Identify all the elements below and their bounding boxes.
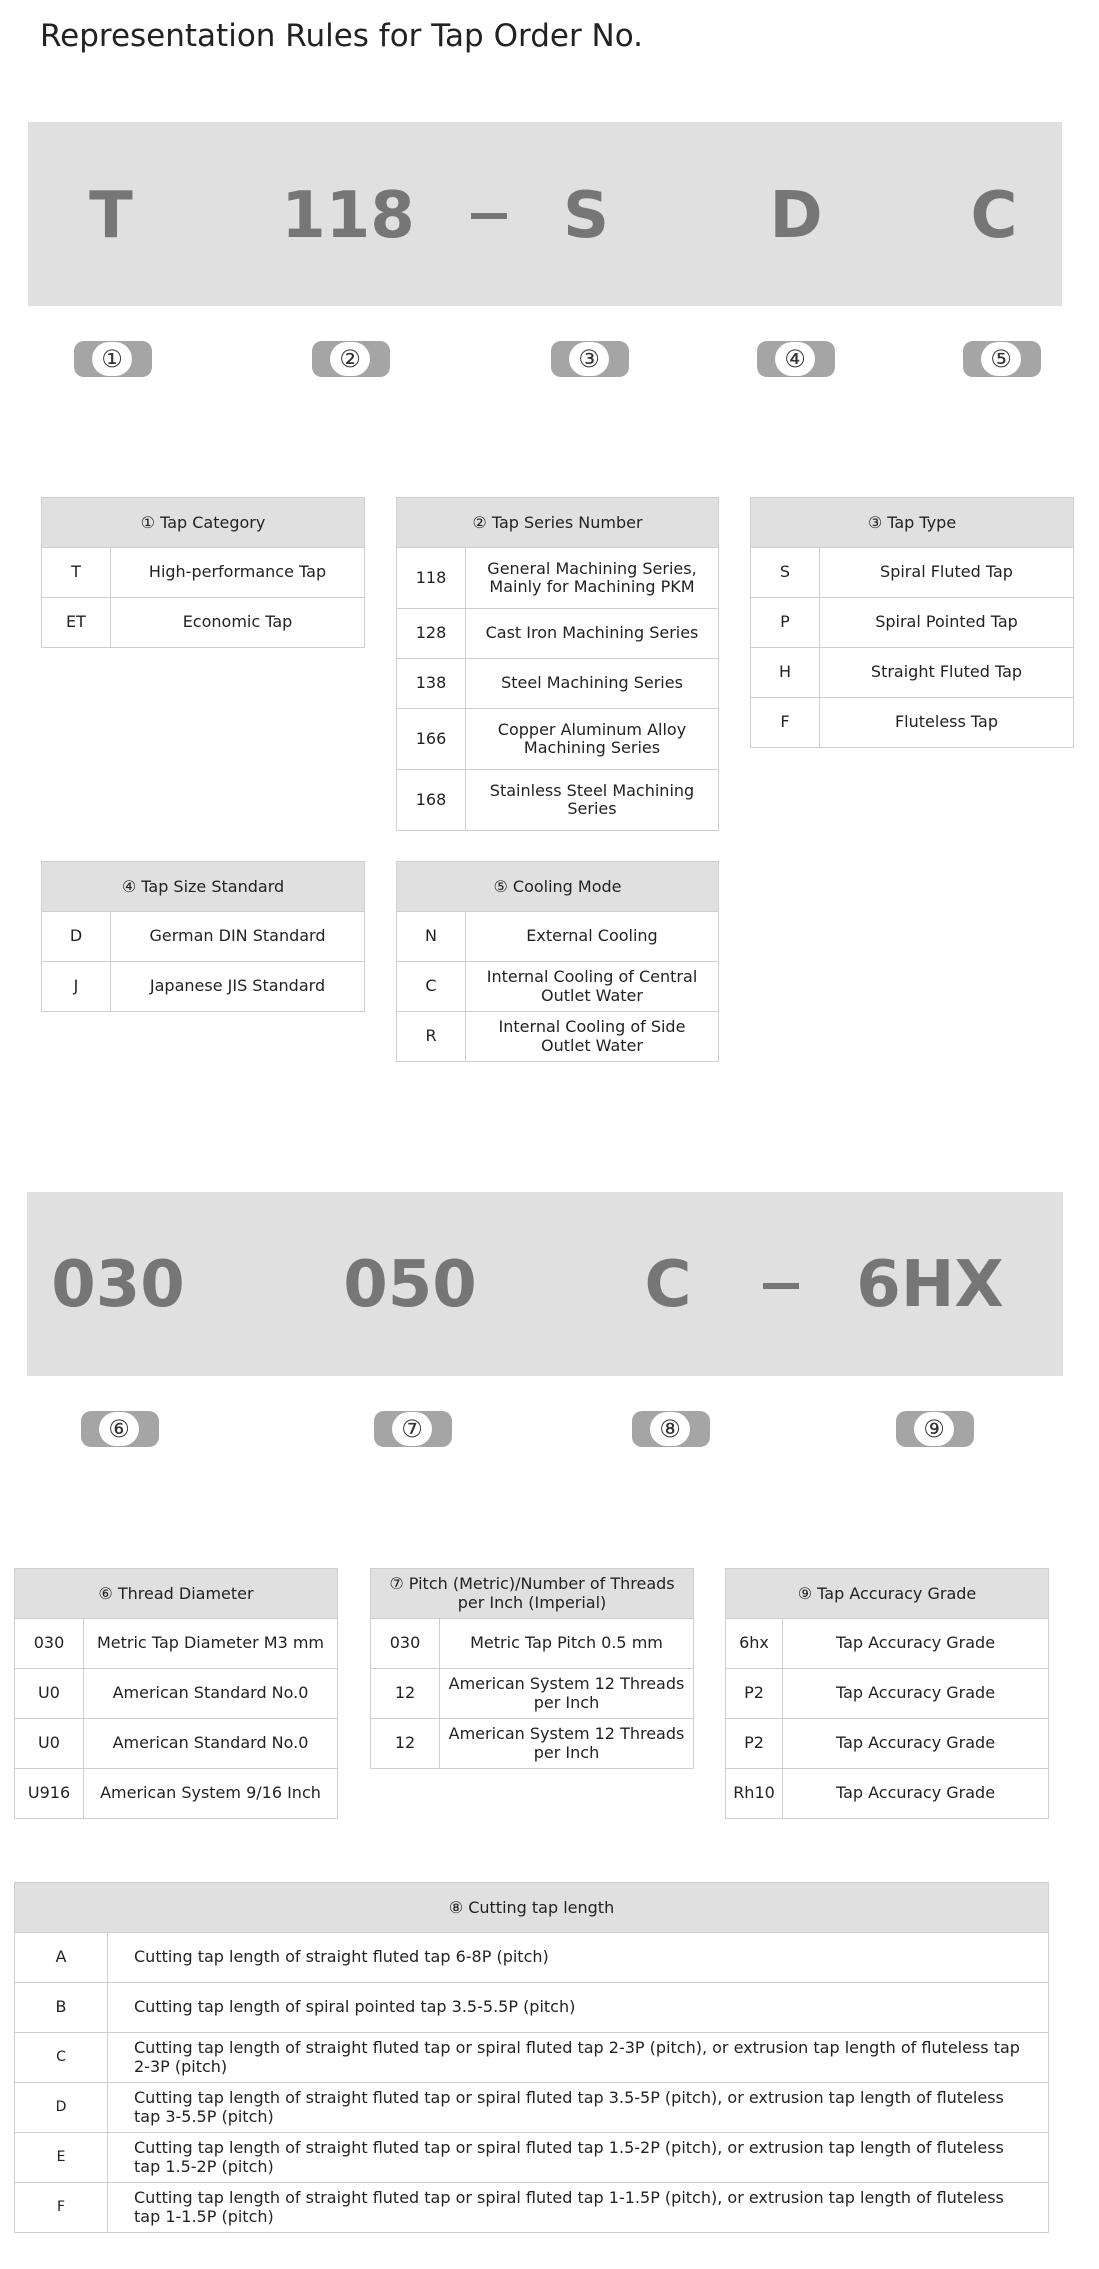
table-row: U916 American System 9/16 Inch xyxy=(15,1769,338,1819)
code-cooling: C xyxy=(970,179,1018,253)
table-row: F Fluteless Tap xyxy=(751,698,1074,748)
thread-diameter-table xyxy=(14,1568,338,1819)
table-header: ⑧ Cutting tap length xyxy=(15,1883,1049,1933)
table-row: 12 American System 12 Threads per Inch xyxy=(371,1669,694,1719)
table-row: B Cutting tap length of spiral pointed tap 3.5-5.5P (pitch) xyxy=(15,1983,1049,2033)
code-tap-category: T xyxy=(89,179,133,253)
table-row: U0 American Standard No.0 xyxy=(15,1719,338,1769)
cooling-mode-table xyxy=(396,861,719,1062)
table-row: R Internal Cooling of Side Outlet Water xyxy=(397,1012,719,1062)
table-row: Rh10 Tap Accuracy Grade xyxy=(726,1769,1049,1819)
marker-5: ⑤ xyxy=(963,341,1041,377)
tap-type-table xyxy=(750,497,1074,748)
table-row: 118 General Machining Series, Mainly for Machining PKM xyxy=(397,548,719,609)
marker-2: ② xyxy=(312,341,390,377)
table-row: 6hx Tap Accuracy Grade xyxy=(726,1619,1049,1669)
code-cutting-length: C xyxy=(644,1248,692,1322)
table-header: ① Tap Category xyxy=(42,498,365,548)
table-header: ⑨ Tap Accuracy Grade xyxy=(726,1569,1049,1619)
page-title: Representation Rules for Tap Order No. xyxy=(40,18,644,54)
table-row: 030 Metric Tap Pitch 0.5 mm xyxy=(371,1619,694,1669)
table-header: ⑤ Cooling Mode xyxy=(397,862,719,912)
table-row: N External Cooling xyxy=(397,912,719,962)
table-row: D German DIN Standard xyxy=(42,912,365,962)
code-thread-diameter: 030 xyxy=(51,1248,185,1322)
table-row: H Straight Fluted Tap xyxy=(751,648,1074,698)
table-header: ④ Tap Size Standard xyxy=(42,862,365,912)
table-row: J Japanese JIS Standard xyxy=(42,962,365,1012)
table-row: P2 Tap Accuracy Grade xyxy=(726,1669,1049,1719)
table-row: C Cutting tap length of straight fluted tap or spiral fluted tap 2-3P (pitch), or extrusion tap length of fluteless tap 2-3P (pitch) xyxy=(15,2033,1049,2083)
table-row: P2 Tap Accuracy Grade xyxy=(726,1719,1049,1769)
marker-1: ① xyxy=(74,341,152,377)
code-tap-series: 118 xyxy=(281,179,415,253)
table-header: ② Tap Series Number xyxy=(397,498,719,548)
marker-9: ⑨ xyxy=(896,1411,974,1447)
table-row: 128 Cast Iron Machining Series xyxy=(397,609,719,659)
code-dash xyxy=(471,213,507,219)
marker-4: ④ xyxy=(757,341,835,377)
table-header: ③ Tap Type xyxy=(751,498,1074,548)
tap-series-table xyxy=(396,497,719,831)
table-row: 12 American System 12 Threads per Inch xyxy=(371,1719,694,1769)
table-header: ⑦ Pitch (Metric)/Number of Threads per Inch (Imperial) xyxy=(371,1569,694,1619)
table-row: U0 American Standard No.0 xyxy=(15,1669,338,1719)
code-accuracy: 6HX xyxy=(856,1248,1004,1322)
table-row: C Internal Cooling of Central Outlet Water xyxy=(397,962,719,1012)
table-row: ET Economic Tap xyxy=(42,598,365,648)
table-row: D Cutting tap length of straight fluted tap or spiral fluted tap 3.5-5P (pitch), or extrusion tap length of fluteless tap 3-5.5P (pitch) xyxy=(15,2083,1049,2133)
code-tap-size: D xyxy=(769,179,823,253)
code-tap-type: S xyxy=(562,179,610,253)
marker-3: ③ xyxy=(551,341,629,377)
code-pitch: 050 xyxy=(343,1248,477,1322)
table-row: F Cutting tap length of straight fluted tap or spiral fluted tap 1-1.5P (pitch), or extrusion tap length of fluteless tap 1-1.5P (pitch) xyxy=(15,2183,1049,2233)
tap-size-table xyxy=(41,861,365,1012)
table-row: 168 Stainless Steel Machining Series xyxy=(397,770,719,831)
table-row: E Cutting tap length of straight fluted tap or spiral fluted tap 1.5-2P (pitch), or extrusion tap length of fluteless tap 1.5-2P (pitch) xyxy=(15,2133,1049,2183)
table-row: P Spiral Pointed Tap xyxy=(751,598,1074,648)
table-row: A Cutting tap length of straight fluted tap 6-8P (pitch) xyxy=(15,1933,1049,1983)
marker-6: ⑥ xyxy=(81,1411,159,1447)
table-row: T High-performance Tap xyxy=(42,548,365,598)
order-code-banner-1 xyxy=(28,122,1062,306)
accuracy-grade-table xyxy=(725,1568,1049,1819)
pitch-table xyxy=(370,1568,694,1769)
table-row: 166 Copper Aluminum Alloy Machining Series xyxy=(397,709,719,770)
marker-8: ⑧ xyxy=(632,1411,710,1447)
table-row: S Spiral Fluted Tap xyxy=(751,548,1074,598)
code-dash xyxy=(763,1283,799,1289)
table-header: ⑥ Thread Diameter xyxy=(15,1569,338,1619)
tap-category-table xyxy=(41,497,365,648)
marker-7: ⑦ xyxy=(374,1411,452,1447)
cutting-length-table xyxy=(14,1882,1049,2233)
table-row: 030 Metric Tap Diameter M3 mm xyxy=(15,1619,338,1669)
table-row: 138 Steel Machining Series xyxy=(397,659,719,709)
